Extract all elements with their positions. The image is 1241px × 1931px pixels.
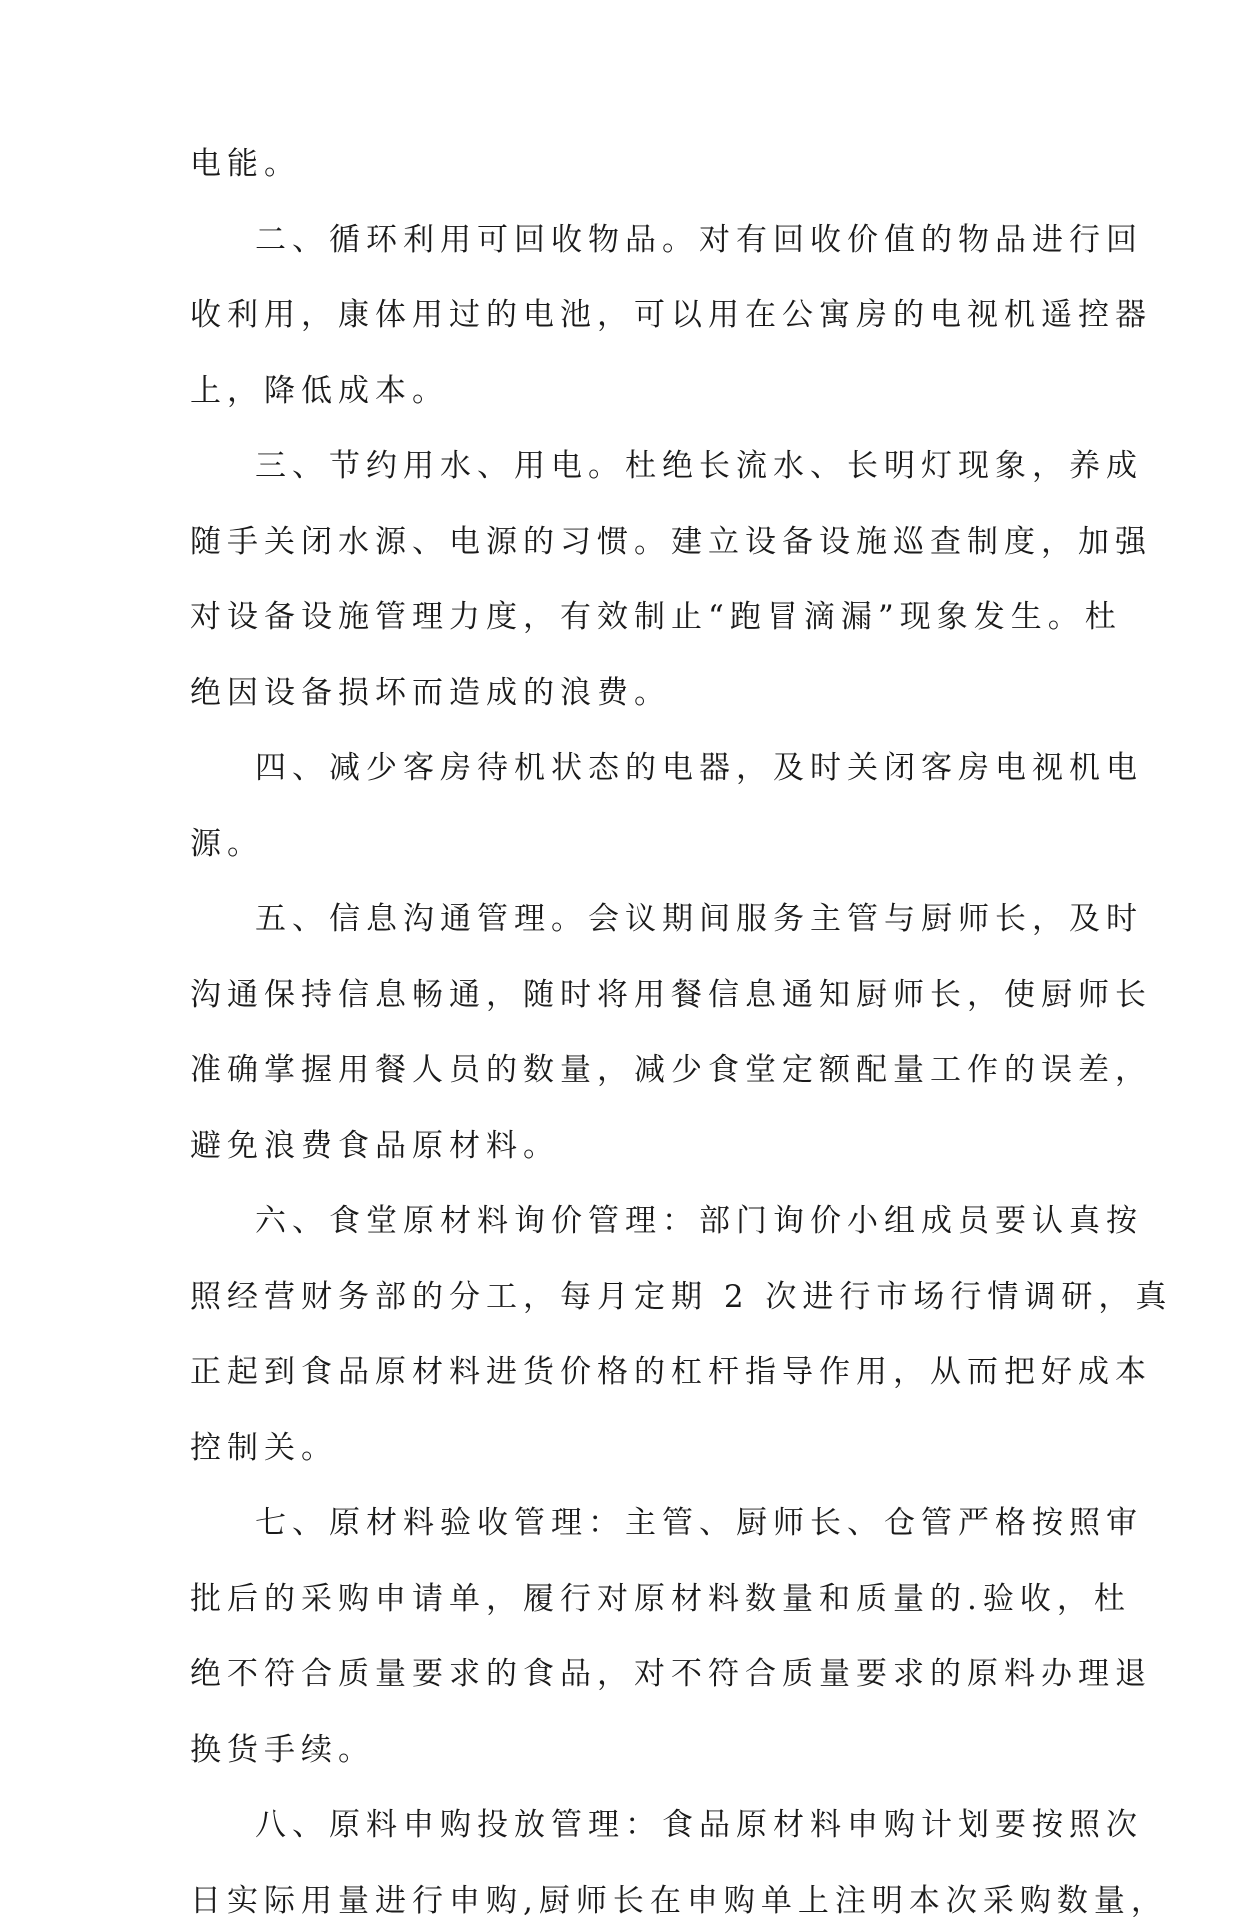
text-line: 避免浪费食品原材料。 <box>190 1127 560 1164</box>
text-line: 对设备设施管理力度，有效制止“跑冒滴漏”现象发生。杜 <box>190 599 1122 635</box>
text-line: 收利用，康体用过的电池，可以用在公寓房的电视机遥控器 <box>190 297 1152 333</box>
paragraph-first-line: 二、循环利用可回收物品。对有回收价值的物品进行回 <box>255 221 1143 258</box>
paragraph-first-line: 七、原材料验收管理：主管、厨师长、仓管严格按照审 <box>255 1505 1143 1541</box>
paragraph-first-line: 六、食堂原材料询价管理：部门询价小组成员要认真按 <box>255 1203 1143 1239</box>
text-line: 电能。 <box>190 146 301 182</box>
paragraph-first-line: 四、减少客房待机状态的电器，及时关闭客房电视机电 <box>255 750 1143 786</box>
text-line: 照经营财务部的分工，每月定期 2 次进行市场行情调研，真 <box>190 1278 1173 1315</box>
text-line: 控制关。 <box>190 1429 338 1466</box>
text-line: 随手关闭水源、电源的习惯。建立设备设施巡查制度，加强 <box>190 523 1152 560</box>
text-line: 沟通保持信息畅通，随时将用餐信息通知厨师长，使厨师长 <box>190 976 1152 1013</box>
text-line: 准确掌握用餐人员的数量，减少食堂定额配量工作的误差， <box>190 1052 1152 1088</box>
text-line: 换货手续。 <box>190 1731 375 1768</box>
text-line: 批后的采购申请单，履行对原材料数量和质量的.验收，杜 <box>190 1580 1131 1617</box>
text-line: 绝不符合质量要求的食品，对不符合质量要求的原料办理退 <box>190 1656 1152 1692</box>
paragraph-first-line: 五、信息沟通管理。会议期间服务主管与厨师长，及时 <box>255 901 1143 937</box>
paragraph-first-line: 三、节约用水、用电。杜绝长流水、长明灯现象，养成 <box>255 448 1143 484</box>
text-line: 正起到食品原材料进货价格的杠杆指导作用，从而把好成本 <box>190 1354 1152 1390</box>
text-line: 源。 <box>190 825 264 862</box>
text-line: 日实际用量进行申购,厨师长在申购单上注明本次采购数量， <box>190 1882 1168 1919</box>
text-line: 绝因设备损坏而造成的浪费。 <box>190 674 671 711</box>
paragraph-first-line: 八、原料申购投放管理：食品原材料申购计划要按照次 <box>255 1807 1143 1843</box>
text-line: 上，降低成本。 <box>190 372 449 409</box>
